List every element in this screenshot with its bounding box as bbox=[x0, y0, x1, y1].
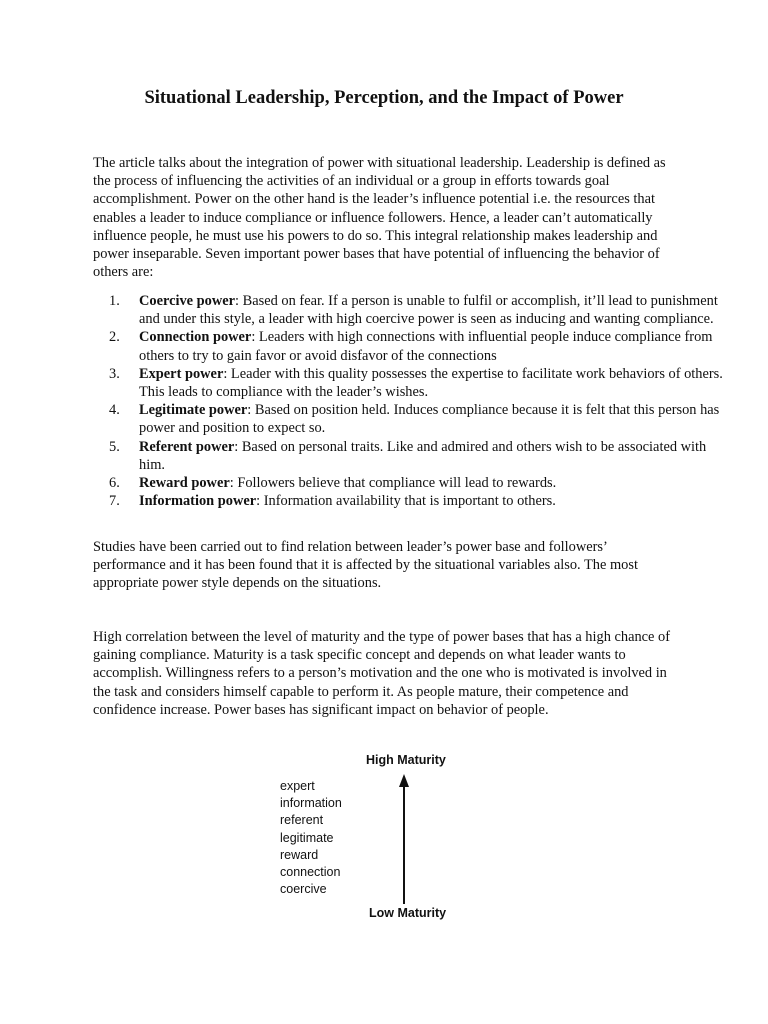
power-description: : Based on position held. Induces compliance because it is felt that this person has power and position to expect so. bbox=[139, 402, 720, 437]
list-item bbox=[109, 292, 724, 328]
power-level-item: connection bbox=[280, 865, 341, 880]
power-level-item: expert bbox=[280, 779, 315, 793]
list-item bbox=[109, 365, 724, 401]
list-item-number: 4. bbox=[109, 402, 120, 419]
power-name: Coercive power bbox=[139, 293, 236, 309]
high-maturity-label: High Maturity bbox=[366, 753, 446, 767]
list-item bbox=[109, 401, 724, 437]
power-level-item: reward bbox=[280, 847, 319, 862]
power-level-item: information bbox=[280, 796, 342, 811]
power-description: : Followers believe that compliance will lead to rewards. bbox=[229, 475, 557, 492]
list-item bbox=[109, 492, 724, 510]
maturity-diagram bbox=[270, 748, 500, 928]
power-level-item: coercive bbox=[280, 882, 327, 897]
power-name: Connection power bbox=[139, 329, 252, 346]
list-item bbox=[109, 438, 724, 474]
power-description: : Based on fear. If a person is unable to fulfil or accomplish, it’ll lead to punishment and under this style, a leader with high coercive power is seen as inducing and wanting compliance. bbox=[139, 293, 718, 328]
intro-paragraph: The article talks about the integration of power with situational leadership. Leadership is defined as the process of influencing the activities of an individual or a group in efforts towards goal accomplishment. Power on the other hand is the leader’s influence potential i.e. the resources that enables a leader to induce compliance or influence followers. Hence, a leader can’t automatically influence people, he must use his powers to do so. This integral relationship makes leadership and power inseparable. Seven important power bases that have potential of influencing the behavior of others are: bbox=[93, 155, 666, 281]
maturity-paragraph: High correlation between the level of maturity and the type of power bases that has a high chance of gaining compliance. Maturity is a task specific concept and depends on what leader wants to accomplish. Willingness refers to a person’s motivation and the one who is motivated is involved in the task and considers himself capable to perform it. As people mature, their competence and confidence increase. Power bases has significant impact on behavior of people. bbox=[93, 629, 671, 718]
list-item-number: 7. bbox=[109, 493, 120, 510]
low-maturity-label: Low Maturity bbox=[369, 906, 447, 920]
list-item-number: 2. bbox=[109, 329, 120, 346]
power-name: Legitimate power bbox=[139, 402, 248, 419]
power-description: : Based on personal traits. Like and admired and others wish to be associated with him. bbox=[139, 438, 707, 473]
document-title: Situational Leadership, Perception, and the Impact of Power bbox=[144, 88, 624, 108]
power-name: Expert power bbox=[139, 365, 224, 382]
up-arrow-icon bbox=[398, 774, 410, 904]
list-item-number: 6. bbox=[109, 475, 120, 492]
power-name: Referent power bbox=[139, 438, 235, 455]
list-item-number: 3. bbox=[109, 365, 120, 382]
power-level-item: legitimate bbox=[280, 830, 334, 845]
power-name: Information power bbox=[139, 493, 257, 510]
power-levels-list bbox=[280, 778, 342, 898]
power-level-item: referent bbox=[280, 813, 324, 828]
studies-paragraph: Studies have been carried out to find relation between leader’s power base and followers’ performance and it has been found that it is affected by the situational variables also. The most appropriate power style depends on the situations. bbox=[93, 539, 638, 592]
list-item-number: 1. bbox=[109, 293, 120, 309]
power-description: : Leader with this quality possesses the expertise to facilitate work behaviors of others. This leads to compliance with the leader’s wishes. bbox=[139, 365, 723, 401]
list-item-number: 5. bbox=[109, 438, 120, 455]
power-bases-list bbox=[93, 292, 724, 510]
power-description: : Information availability that is important to others. bbox=[256, 493, 556, 510]
list-item bbox=[109, 474, 724, 492]
power-description: : Leaders with high connections with influential people induce compliance from others to try to gain favor or avoid disfavor of the connections bbox=[139, 329, 713, 364]
power-name: Reward power bbox=[139, 475, 230, 492]
list-item bbox=[109, 328, 724, 364]
